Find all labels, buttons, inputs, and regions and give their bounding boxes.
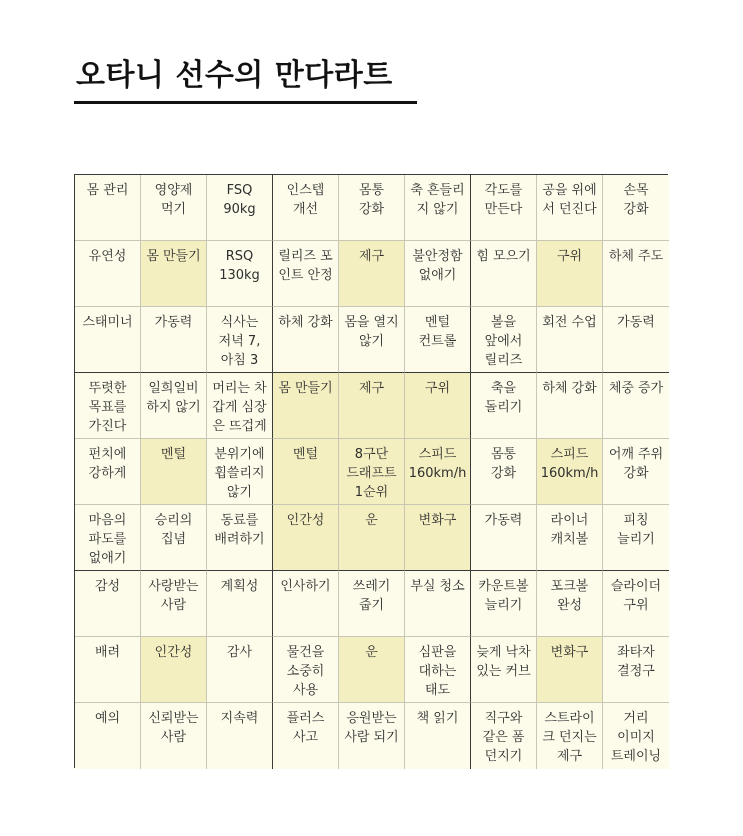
- mandalart-cell: [339, 307, 405, 373]
- cell-text: 운: [365, 513, 378, 528]
- cell-text: 응원받는 사람 되기: [344, 711, 399, 745]
- cell-text: 제구: [358, 381, 385, 396]
- mandalart-cell: [405, 703, 471, 769]
- cell-text: 라이너 캐치볼: [550, 513, 589, 547]
- mandalart-cell: [603, 439, 669, 505]
- mandalart-core-cell: [339, 439, 405, 505]
- cell-text: 가동력: [154, 315, 193, 330]
- mandalart-cell: [141, 703, 207, 769]
- cell-text: 몸통 강화: [358, 183, 385, 217]
- cell-text: 멘털: [160, 447, 187, 462]
- mandalart-core-cell: [537, 439, 603, 505]
- cell-text: 볼을 앞에서 릴리즈: [484, 315, 523, 368]
- mandalart-cell: [207, 505, 273, 571]
- cell-text: 불안정함 없애기: [412, 249, 463, 283]
- mandalart-cell: [207, 703, 273, 769]
- cell-text: 식사는 저녁 7, 아침 3: [218, 315, 261, 368]
- mandalart-core-cell: [273, 505, 339, 571]
- mandalart-grid: [74, 174, 668, 768]
- mandalart-core-cell: [141, 439, 207, 505]
- mandalart-cell: [207, 307, 273, 373]
- mandalart-cell: [603, 175, 669, 241]
- cell-text: 스트라이 크 던지는 제구: [542, 711, 597, 764]
- mandalart-cell: [75, 373, 141, 439]
- cell-text: 늦게 낙차 있는 커브: [476, 645, 531, 679]
- mandalart-cell: [141, 373, 207, 439]
- mandalart-cell: [141, 571, 207, 637]
- cell-text: 예의: [94, 711, 121, 726]
- cell-text: 영양제 먹기: [154, 183, 193, 217]
- mandalart-cell: [207, 439, 273, 505]
- mandalart-cell: [537, 571, 603, 637]
- cell-text: 일희일비 하지 않기: [146, 381, 201, 415]
- cell-text: 지속력: [220, 711, 259, 726]
- mandalart-cell: [471, 373, 537, 439]
- mandalart-core-cell: [273, 439, 339, 505]
- mandalart-cell: [471, 637, 537, 703]
- mandalart-core-cell: [339, 637, 405, 703]
- cell-text: 슬라이더 구위: [610, 579, 662, 613]
- mandalart-cell: [405, 307, 471, 373]
- mandalart-cell: [471, 307, 537, 373]
- mandalart-core-cell: [405, 505, 471, 571]
- cell-text: 회전 수업: [542, 315, 597, 330]
- mandalart-cell: [273, 637, 339, 703]
- cell-text: 각도를 만든다: [484, 183, 523, 217]
- mandalart-core-cell: [339, 373, 405, 439]
- mandalart-cell: [75, 307, 141, 373]
- mandalart-core-cell: [537, 241, 603, 307]
- mandalart-cell: [75, 505, 141, 571]
- cell-text: 직구와 같은 폼 던지기: [482, 711, 525, 764]
- mandalart-cell: [405, 637, 471, 703]
- cell-text: 책 읽기: [416, 711, 459, 726]
- mandalart-cell: [75, 439, 141, 505]
- cell-text: 감사: [226, 645, 253, 660]
- cell-text: 좌타자 결정구: [617, 645, 655, 679]
- mandalart-cell: [603, 571, 669, 637]
- cell-text: 스태미너: [82, 315, 133, 330]
- mandalart-cell: [75, 241, 141, 307]
- cell-text: 분위기에 휩쓸리지 않기: [214, 447, 265, 500]
- cell-text: 거리 이미지 트레이닝: [610, 711, 662, 764]
- cell-text: 멘털 컨트롤: [418, 315, 457, 349]
- cell-text: 가동력: [617, 315, 655, 330]
- cell-text: 공을 위에 서 던진다: [542, 183, 597, 217]
- cell-text: FSQ 90kg: [223, 183, 256, 217]
- cell-text: 어깨 주위 강화: [608, 447, 664, 481]
- mandalart-cell: [75, 175, 141, 241]
- cell-text: 몸통 강화: [490, 447, 517, 481]
- cell-text: 하체 강화: [542, 381, 597, 396]
- cell-text: 쓰레기 줍기: [352, 579, 391, 613]
- mandalart-cell: [603, 505, 669, 571]
- cell-text: 멘털: [292, 447, 319, 462]
- mandalart-cell: [537, 505, 603, 571]
- mandalart-cell: [207, 373, 273, 439]
- cell-text: 가동력: [484, 513, 523, 528]
- mandalart-cell: [207, 175, 273, 241]
- cell-text: 포크볼 완성: [550, 579, 589, 613]
- cell-text: 배려: [94, 645, 121, 660]
- mandalart-core-cell: [339, 241, 405, 307]
- mandalart-cell: [339, 571, 405, 637]
- mandalart-cell: [405, 175, 471, 241]
- cell-text: 몸 관리: [86, 183, 129, 198]
- mandalart-cell: [471, 439, 537, 505]
- cell-text: 머리는 차 갑게 심장 은 뜨겁게: [212, 381, 267, 434]
- mandalart-cell: [471, 175, 537, 241]
- mandalart-cell: [339, 703, 405, 769]
- cell-text: 스피드 160km/h: [408, 447, 467, 481]
- cell-text: 운: [365, 645, 378, 660]
- cell-text: 인간성: [286, 513, 325, 528]
- mandalart-cell: [603, 637, 669, 703]
- cell-text: 스피드 160km/h: [540, 447, 599, 481]
- cell-text: 뚜렷한 목표를 가진다: [88, 381, 127, 434]
- cell-text: 몸을 열지 않기: [344, 315, 399, 349]
- mandalart-cell: [471, 571, 537, 637]
- cell-text: 체중 증가: [608, 381, 664, 396]
- mandalart-cell: [603, 307, 669, 373]
- cell-text: 8구단 드래프트 1순위: [346, 447, 397, 500]
- cell-text: 릴리즈 포 인트 안정: [278, 249, 333, 283]
- cell-text: 승리의 집념: [154, 513, 193, 547]
- cell-text: 유연성: [88, 249, 127, 264]
- mandalart-cell: [471, 241, 537, 307]
- cell-text: 부실 청소: [410, 579, 465, 594]
- title-underline: [74, 101, 417, 104]
- mandalart-cell: [471, 505, 537, 571]
- cell-text: 심판을 대하는 태도: [418, 645, 457, 698]
- mandalart-cell: [339, 175, 405, 241]
- mandalart-cell: [603, 241, 669, 307]
- mandalart-cell: [537, 175, 603, 241]
- cell-text: 감성: [94, 579, 121, 594]
- cell-text: 사랑받는 사람: [148, 579, 199, 613]
- mandalart-cell: [207, 241, 273, 307]
- cell-text: RSQ 130kg: [219, 249, 260, 283]
- mandalart-cell: [75, 637, 141, 703]
- mandalart-core-cell: [141, 637, 207, 703]
- mandalart-cell: [603, 373, 669, 439]
- cell-text: 하체 주도: [608, 249, 664, 264]
- mandalart-cell: [537, 703, 603, 769]
- mandalart-cell: [273, 307, 339, 373]
- mandalart-cell: [537, 307, 603, 373]
- cell-text: 인스텝 개선: [286, 183, 325, 217]
- cell-text: 계획성: [220, 579, 259, 594]
- mandalart-core-cell: [405, 439, 471, 505]
- mandalart-core-cell: [339, 505, 405, 571]
- mandalart-cell: [471, 703, 537, 769]
- cell-text: 제구: [358, 249, 385, 264]
- mandalart-core-cell: [405, 373, 471, 439]
- mandalart-cell: [405, 241, 471, 307]
- cell-text: 구위: [424, 381, 451, 396]
- cell-text: 플러스 사고: [286, 711, 325, 745]
- mandalart-cell: [75, 703, 141, 769]
- cell-text: 카운트볼 늘리기: [478, 579, 529, 613]
- mandalart-cell: [405, 571, 471, 637]
- mandalart-cell: [603, 703, 669, 769]
- cell-text: 축 흔들리 지 않기: [410, 183, 465, 217]
- mandalart-cell: [207, 637, 273, 703]
- mandalart-cell: [273, 241, 339, 307]
- mandalart-cell: [537, 373, 603, 439]
- cell-text: 구위: [556, 249, 583, 264]
- cell-text: 물건을 소중히 사용: [286, 645, 325, 698]
- cell-text: 펀치에 강하게: [88, 447, 127, 481]
- cell-text: 동료를 배려하기: [214, 513, 265, 547]
- cell-text: 몸 만들기: [146, 249, 201, 264]
- mandalart-cell: [273, 175, 339, 241]
- mandalart-cell: [141, 505, 207, 571]
- cell-text: 변화구: [550, 645, 589, 660]
- mandalart-cell: [207, 571, 273, 637]
- mandalart-cell: [75, 571, 141, 637]
- mandalart-cell: [141, 175, 207, 241]
- mandalart-cell: [141, 307, 207, 373]
- page-title: 오타니 선수의 만다라트: [76, 58, 393, 93]
- cell-text: 하체 강화: [278, 315, 333, 330]
- cell-text: 마음의 파도를 없애기: [88, 513, 127, 566]
- cell-text: 손목 강화: [623, 183, 649, 217]
- cell-text: 인사하기: [280, 579, 331, 594]
- cell-text: 힘 모으기: [476, 249, 531, 264]
- cell-text: 변화구: [418, 513, 457, 528]
- cell-text: 피칭 늘리기: [617, 513, 655, 547]
- mandalart-cell: [273, 703, 339, 769]
- cell-text: 신뢰받는 사람: [148, 711, 199, 745]
- cell-text: 몸 만들기: [278, 381, 333, 396]
- mandalart-cell: [273, 571, 339, 637]
- cell-text: 인간성: [154, 645, 193, 660]
- mandalart-core-cell: [537, 637, 603, 703]
- mandalart-core-cell: [141, 241, 207, 307]
- mandalart-core-cell: [273, 373, 339, 439]
- cell-text: 축을 돌리기: [484, 381, 523, 415]
